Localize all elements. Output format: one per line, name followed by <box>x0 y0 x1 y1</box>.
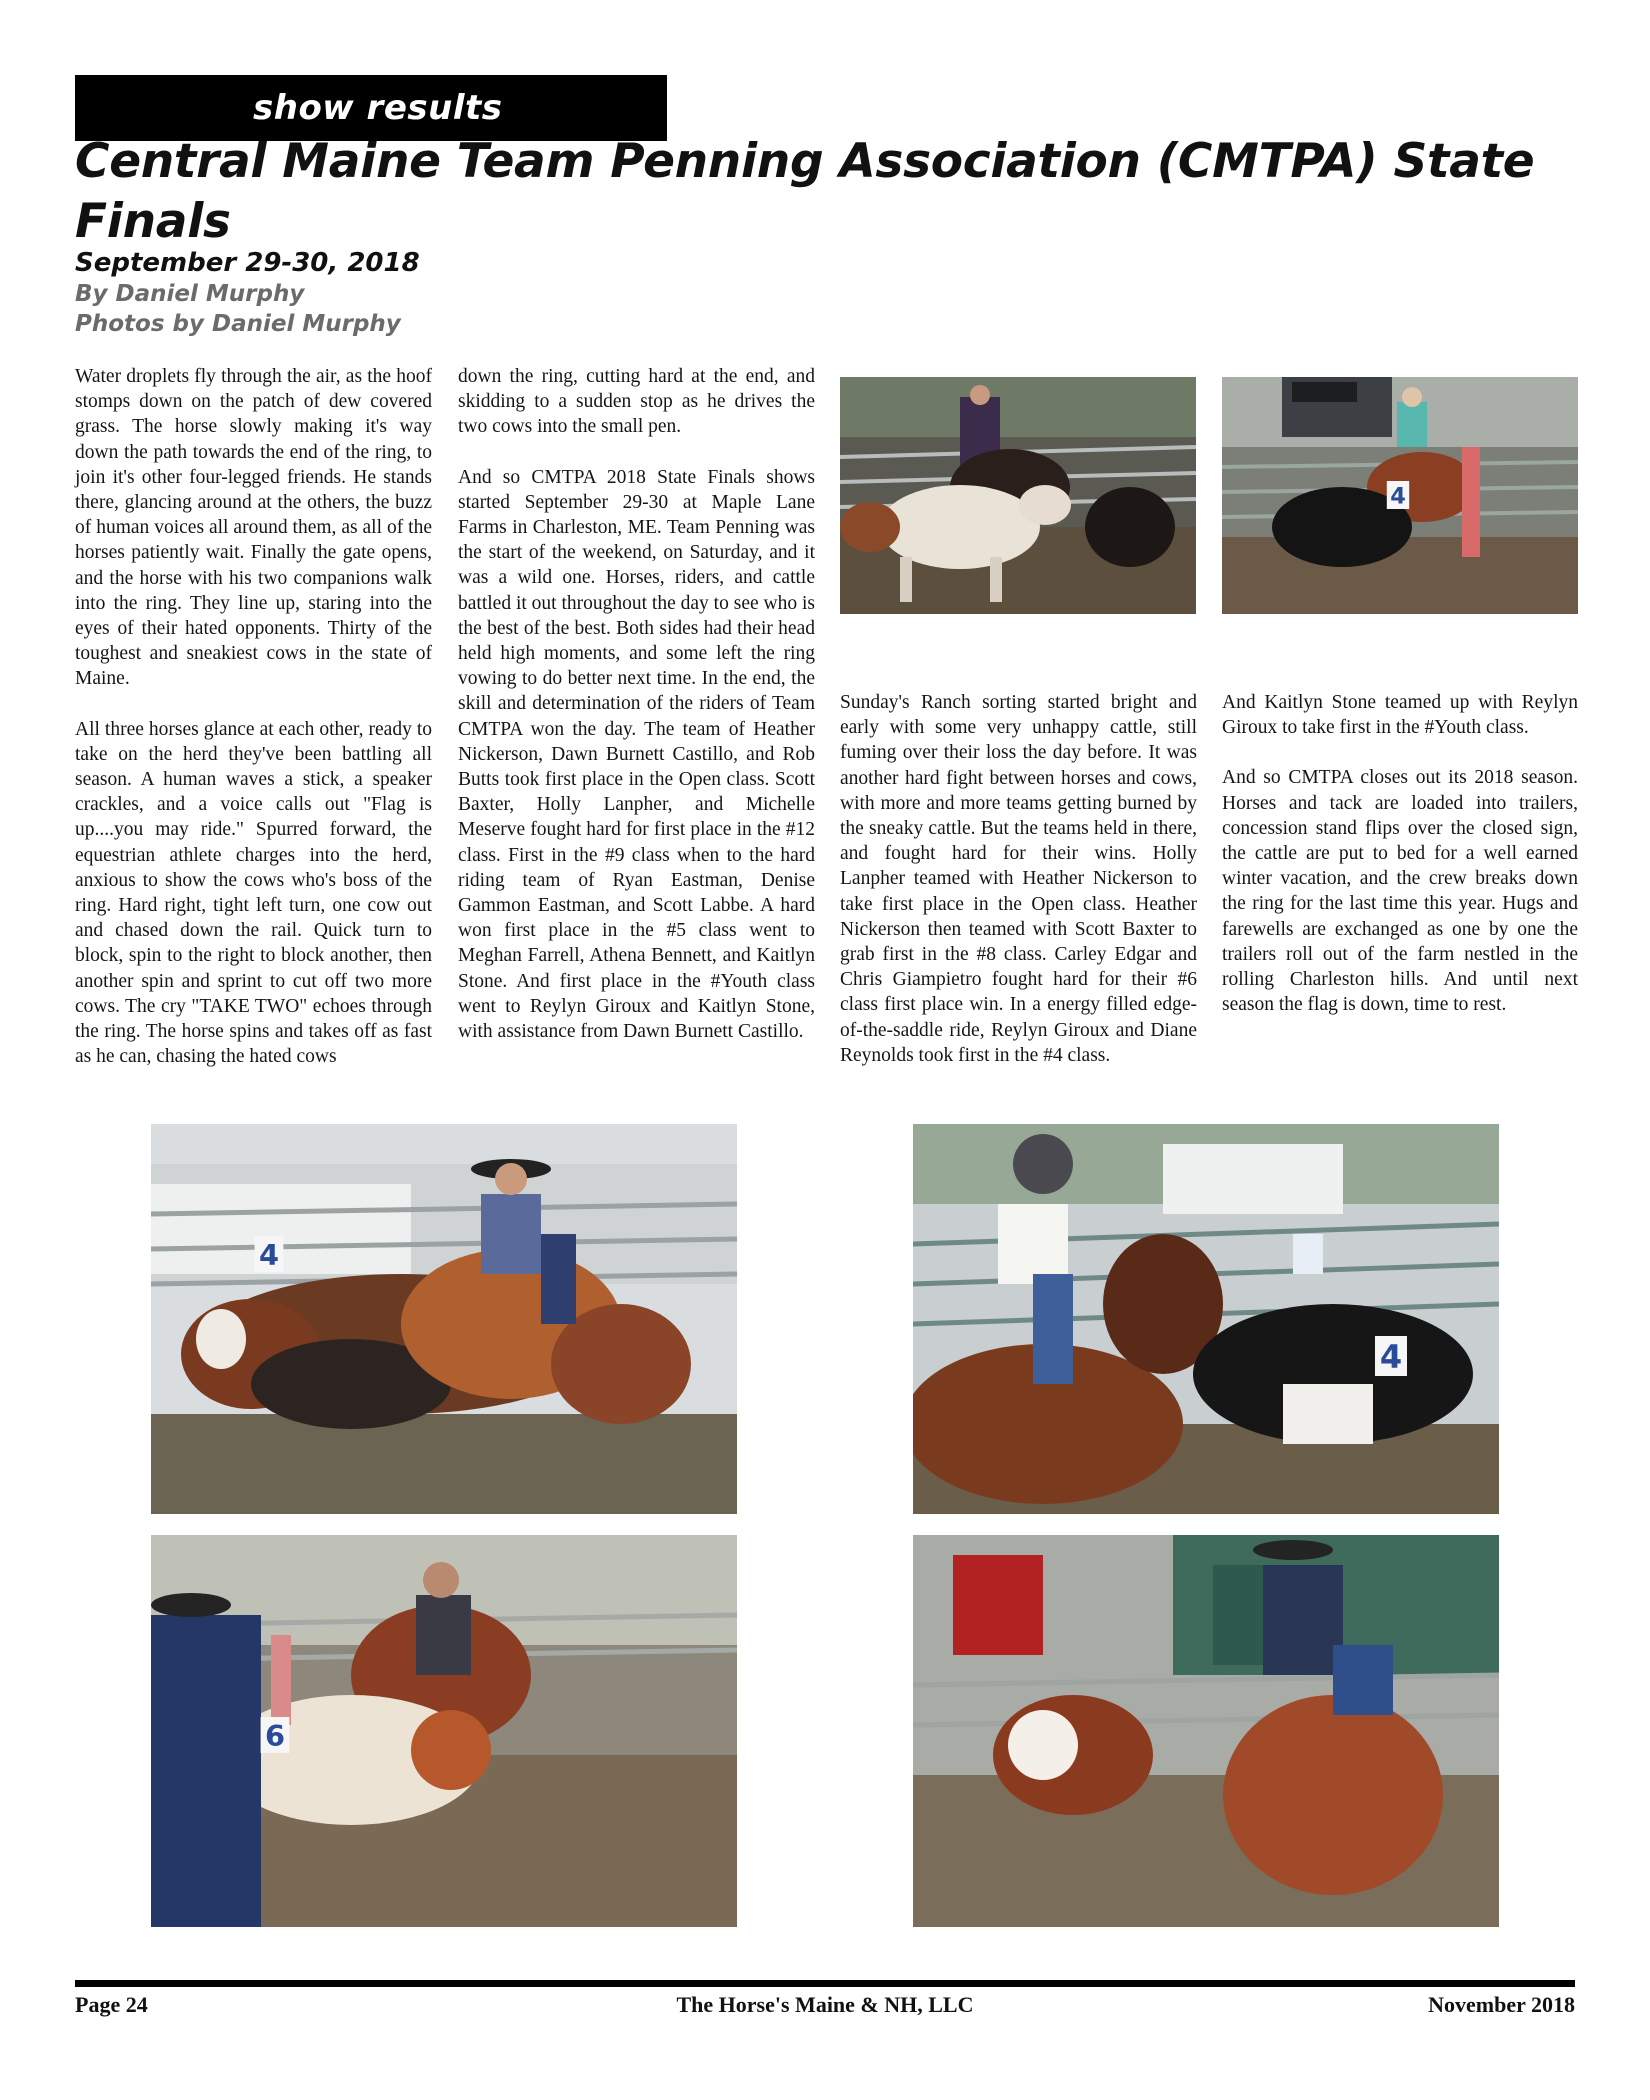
photo-rider-hereford-cow <box>913 1535 1499 1927</box>
photo-rider-black-cow <box>1222 377 1578 614</box>
cattle-number: 4 <box>1379 1338 1403 1376</box>
cattle-number: 4 <box>258 1237 280 1272</box>
event-date: September 29-30, 2018 <box>75 248 420 278</box>
photo-herd-chestnut-horse <box>151 1124 737 1514</box>
photo-rider-white-red-cow <box>151 1535 737 1927</box>
photo-youth-rider <box>913 1124 1499 1514</box>
article-column-3 <box>840 690 1197 1093</box>
footer-divider <box>75 1980 1575 1987</box>
paragraph: down the ring, cutting hard at the end, and skidding to a sudden stop as he drives the two cows into the small pen. <box>458 366 815 438</box>
paragraph: All three horses glance at each other, ready to take on the herd they've been battling all season. A human waves a stick, a speaker crackles, and a voice calls out "Flag is up....you may ride." Spurred forward, the equestrian athlete charges into the herd, anxious to show the cows who's boss of the ring. Hard right, tight left turn, one cow out and chased down the rail. Quick turn to block, spin to the right to block another, then another spin and sprint to cut off two more cows. The cry "TAKE TWO" echoes through the ring. The horse spins and takes off as fast as he can, chasing the hated cows <box>75 718 432 1068</box>
page-number: Page 24 <box>75 1992 148 2017</box>
cattle-number-tag <box>261 1717 290 1753</box>
article-column-4 <box>1222 690 1578 1042</box>
cattle-number-tag <box>255 1236 284 1272</box>
paragraph: And Kaitlyn Stone teamed up with Reylyn Giroux to take first in the #Youth class. <box>1222 692 1578 739</box>
issue-date: November 2018 <box>1428 1992 1575 2017</box>
photo-rider-white-cow <box>840 377 1196 614</box>
cattle-number: 4 <box>1390 483 1406 510</box>
publication-name: The Horse's Maine & NH, LLC <box>676 1992 974 2017</box>
article-headline: Central Maine Team Penning Association (CMTPA) State Finals <box>75 134 1535 249</box>
article-column-2 <box>458 364 815 1069</box>
article-column-1 <box>75 364 432 1094</box>
paragraph: And so CMTPA closes out its 2018 season. Horses and tack are loaded into trailers, concession stand flips over the closed sign, the cattle are put to bed for a well earned winter vacation, and the crew breaks down the ring for the last time this year. Hugs and farewells are exchanged as one by one the trailers roll out of the farm nestled in the rolling Charleston hills. And until next season the flag is down, time to rest. <box>1222 767 1578 1016</box>
paragraph: And so CMTPA 2018 State Finals shows started September 29-30 at Maple Lane Farms in Charleston, ME. Team Penning was the start of the weekend, on Saturday, and it was a wild one. Horses, riders, and cattle battled it out throughout the day to see who is the best of the best. Both sides had their head held high moments, and some left the ring vowing to do better next time. In the end, the skill and determination of the riders of Team CMTPA won the day. The team of Heather Nickerson, Dawn Burnett Castillo, and Rob Butts took first place in the Open class. Scott Baxter, Holly Lanpher, and Michelle Meserve fought hard for first place in the #12 class. First in the #9 class when to the hard riding team of Ryan Eastman, Denise Gammon Eastman, and Scott Labbe. A hard won first place in the #5 class went to Meghan Farrell, Athena Bennett, and Kaitlyn Stone. And first place in the #Youth class went to Reylyn Giroux and Kaitlyn Stone, with assistance from Dawn Burnett Castillo. <box>458 466 815 1043</box>
cattle-number-tag <box>1375 1336 1407 1376</box>
byline: By Daniel Murphy <box>75 281 305 307</box>
paragraph: Sunday's Ranch sorting started bright and early with some very unhappy cattle, still fuming over their loss the day before. It was another hard fight between horses and cows, with more and more teams getting burned by the sneaky cattle. But the teams held in there, and fought hard for their wins. Holly Lanpher teamed with Heather Nickerson to take first place in the Open class. Heather Nickerson then teamed with Scott Baxter to grab first in the #8 class. Carley Edgar and Chris Giampietro fought hard for their #6 class first place win. In a energy filled edge-of-the-saddle ride, Reylyn Giroux and Diane Reynolds took first in the #4 class. <box>840 692 1197 1066</box>
cattle-number-tag <box>1387 481 1409 509</box>
cattle-number: 6 <box>264 1718 286 1753</box>
paragraph: Water droplets fly through the air, as the hoof stomps down on the patch of dew covered grass. The horse slowly making it's way down the path towards the end of the ring, to join it's other four-legged friends. He stands there, glancing around at the others, the buzz of human voices all around them, as all of the horses patiently wait. Finally the gate opens, and the horse with his two companions walk into the ring. They line up, staring into the eyes of their hated opponents. Thirty of the toughest and sneakiest cows in the state of Maine. <box>75 366 432 690</box>
section-banner: show results <box>75 75 667 141</box>
photo-credit: Photos by Daniel Murphy <box>75 311 401 337</box>
